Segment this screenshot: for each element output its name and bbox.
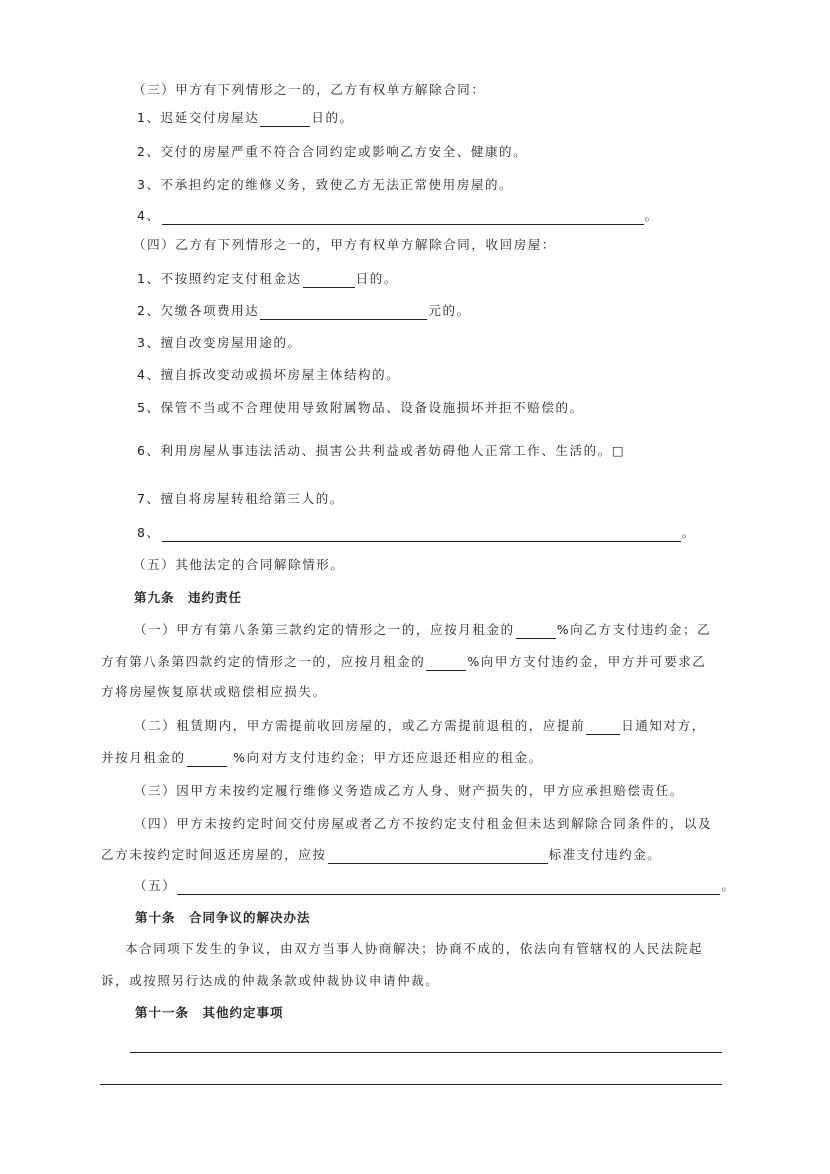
article-9-p1-line2 [101,653,706,671]
article-10-title: 第十条 合同争议的解决办法 [135,910,311,925]
text: 日通知对方， [621,718,706,733]
blank-percent[interactable] [187,752,227,767]
clause-8-3-item-1 [137,109,354,127]
blank-days[interactable] [303,273,355,288]
blank-percent[interactable] [426,656,466,671]
text: 1、不按照约定支付租金达 [137,271,302,286]
clause-8-3-heading: （三）甲方有下列情形之一的，乙方有权单方解除合同： [133,82,486,97]
blank-days[interactable] [586,720,620,735]
text: 1、迟延交付房屋达 [137,110,260,125]
clause-8-3-item-4 [137,207,659,225]
text: 日的。 [311,110,354,125]
text: 并按月租金的 [101,750,186,765]
clause-8-4-item-3: 3、擅自改变房屋用途的。 [137,335,302,350]
text: %向乙方支付违约金；乙 [556,622,712,637]
text: 日的。 [355,271,398,286]
article-11-title: 第十一条 其他约定事项 [135,1005,284,1020]
article-9-p1-line3: 方将房屋恢复原状或赔偿相应损失。 [101,684,327,699]
blank-percent[interactable] [516,624,556,639]
fill-in-line-2[interactable] [100,1084,722,1085]
blank-days[interactable] [260,112,310,127]
article-9-p5 [134,877,735,895]
text: 元的。 [428,303,471,318]
text: （二）租赁期内，甲方需提前收回房屋的，或乙方需提前退租的，应提前 [134,718,586,733]
article-9-p3: （三）因甲方未按约定履行维修义务造成乙方人身、财产损失的，甲方应承担赔偿责任。 [134,783,684,798]
clause-8-3-item-3: 3、不承担约定的维修义务，致使乙方无法正常使用房屋的。 [137,177,514,192]
text: 8、 [137,525,161,540]
text: %向甲方支付违约金，甲方并可要求乙 [467,654,707,669]
article-9-p1-line1 [134,621,711,639]
blank-amount[interactable] [260,305,427,320]
clause-8-4-item-5: 5、保管不当或不合理使用导致附属物品、设备设施损坏并拒不赔偿的。 [137,400,584,415]
clause-8-4-item-6: 6、利用房屋从事违法活动、损害公共利益或者妨碍他人正常工作、生活的。□ [137,443,626,458]
blank-item-8[interactable] [162,527,681,542]
clause-8-4-item-4: 4、擅自拆改变动或损坏房屋主体结构的。 [137,367,401,382]
article-9-p2-line2 [101,749,543,767]
clause-8-5: （五）其他法定的合同解除情形。 [133,557,345,572]
clause-8-4-item-7: 7、擅自将房屋转租给第三人的。 [137,491,344,506]
fill-in-line-1[interactable] [130,1052,722,1053]
clause-8-4-heading: （四）乙方有下列情形之一的，甲方有权单方解除合同，收回房屋： [133,237,557,252]
text: %向对方支付违约金；甲方还应退还相应的租金。 [227,750,543,765]
text: 。 [644,208,659,223]
article-9-p4-line2 [101,846,661,864]
article-9-title: 第九条 违约责任 [134,590,243,605]
blank-item-4[interactable] [162,210,644,225]
text: 4、 [137,208,161,223]
article-10-p1: 本合同项下发生的争议，由双方当事人协商解决；协商不成的，依法向有管辖权的人民法院起 [125,941,704,956]
text: 乙方未按约定时间返还房屋的，应按 [101,847,327,862]
text: 方有第八条第四款约定的情形之一的，应按月租金的 [101,654,426,669]
text: 。 [681,525,696,540]
clause-8-4-item-1 [137,270,398,288]
article-9-p2-line1 [134,717,706,735]
clause-8-3-item-2: 2、交付的房屋严重不符合合同约定或影响乙方安全、健康的。 [137,144,528,159]
text: （一）甲方有第八条第三款约定的情形之一的，应按月租金的 [134,622,515,637]
article-10-p2: 诉，或按照另行达成的仲裁条款或仲裁协议申请仲裁。 [101,973,440,988]
clause-8-4-item-2 [137,302,471,320]
text: 。 [721,878,736,893]
text: 2、欠缴各项费用达 [137,303,260,318]
article-9-p4-line1: （四）甲方未按约定时间交付房屋或者乙方不按约定支付租金但未达到解除合同条件的，以及 [134,816,713,831]
text: 标准支付违约金。 [548,847,662,862]
clause-8-4-item-8 [137,524,696,542]
text: （五） [134,878,177,893]
blank-other[interactable] [177,880,720,895]
blank-standard[interactable] [328,849,548,864]
